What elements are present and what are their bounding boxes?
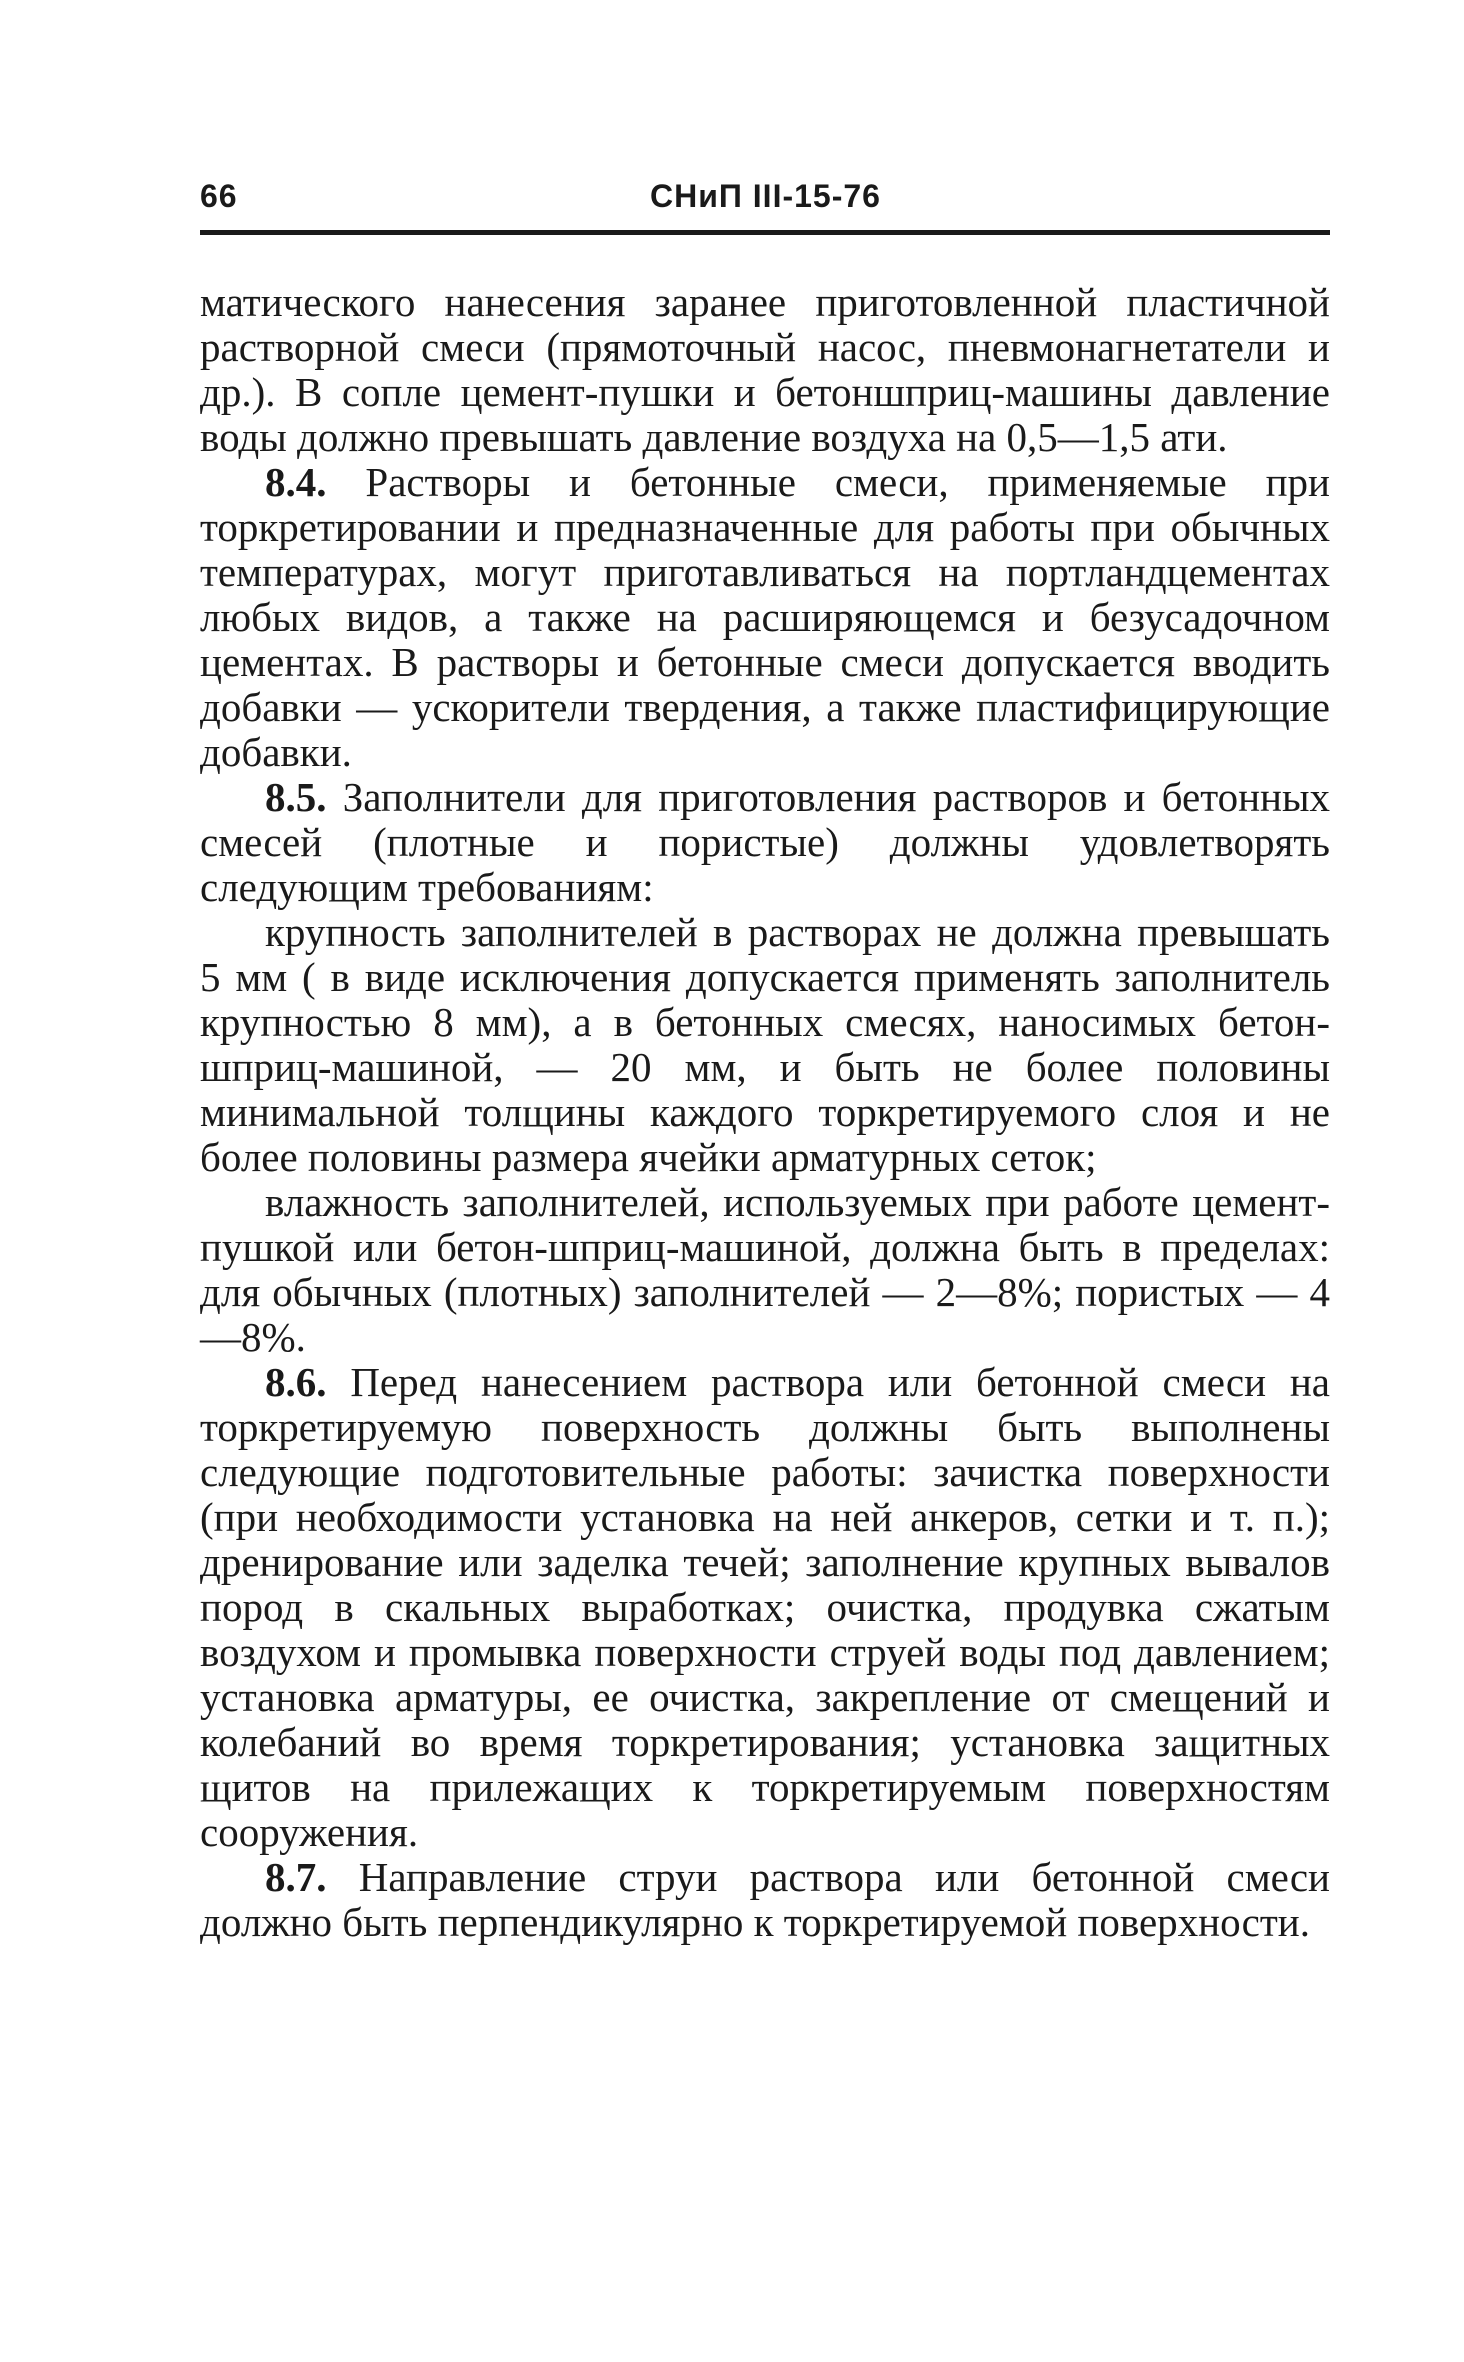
running-title: СНиП III-15-76 xyxy=(650,178,881,214)
paragraph-8-6 xyxy=(200,1360,1330,1855)
paragraph-text: влажность заполнителей, используемых при работе цемент-пушкой или бетон-шприц-машиной, должна быть в пределах: для обычных (плотных) заполнителей — 2—8%; пористых — 4—8%. xyxy=(200,1179,1330,1360)
paragraph-number: 8.6. xyxy=(265,1359,327,1405)
list-item-aggregate-moisture xyxy=(200,1180,1330,1360)
paragraph-text: Растворы и бетонные смеси, применяемые при торкретировании и предназначенные для работы при обычных температурах, могут приготавливаться на портландцементах любых видов, а также на расширяющемся и безусадочном цементах. В растворы и бетонные смеси допускается вводить добавки — ускорители твердения, а также пластифицирующие добавки. xyxy=(200,459,1330,775)
header-rule xyxy=(200,230,1330,235)
body-text xyxy=(200,280,1330,1945)
paragraph-text: Перед нанесением раствора или бетонной смеси на торкретируемую поверхность должны быть выполнены следующие подготовительные работы: зачистка поверхности (при необходимости установка на ней анкеров, сетки и т. п.); дренирование или заделка течей; заполнение крупных вывалов пород в скальных выработках; очистка, продувка сжатым воздухом и промывка поверхности струей воды под давлением; установка арматуры, ее очистка, закрепление от смещений и колебаний во время торкретирования; установка защитных щитов на прилежащих к торкретируемым поверхностям сооружения. xyxy=(200,1359,1330,1855)
paragraph-8-7 xyxy=(200,1855,1330,1945)
paragraph-8-4 xyxy=(200,460,1330,775)
page-header xyxy=(200,178,1330,228)
paragraph-continuation xyxy=(200,280,1330,460)
paragraph-number: 8.4. xyxy=(265,459,327,505)
page-number: 66 xyxy=(200,178,238,214)
list-item-aggregate-size xyxy=(200,910,1330,1180)
paragraph-number: 8.5. xyxy=(265,774,327,820)
paragraph-text: матического нанесения заранее приготовленной пластичной растворной смеси (прямоточный насос, пневмонагнетатели и др.). В сопле цемент-пушки и бетоншприц-машины давление воды должно превышать давление воздуха на 0,5—1,5 ати. xyxy=(200,279,1330,460)
paragraph-text: крупность заполнителей в растворах не должна превышать 5 мм ( в виде исключения допускается применять заполнитель крупностью 8 мм), а в бетонных смесях, наносимых бетон-шприц-машиной, — 20 мм, и быть не более половины минимальной толщины каждого торкретируемого слоя и не более половины размера ячейки арматурных сеток; xyxy=(200,909,1330,1180)
paragraph-8-5 xyxy=(200,775,1330,910)
paragraph-number: 8.7. xyxy=(265,1854,327,1900)
paragraph-text: Направление струи раствора или бетонной смеси должно быть перпендикулярно к торкретируемой поверхности. xyxy=(200,1854,1330,1945)
paragraph-text: Заполнители для приготовления растворов и бетонных смесей (плотные и пористые) должны удовлетворять следующим требованиям: xyxy=(200,774,1330,910)
